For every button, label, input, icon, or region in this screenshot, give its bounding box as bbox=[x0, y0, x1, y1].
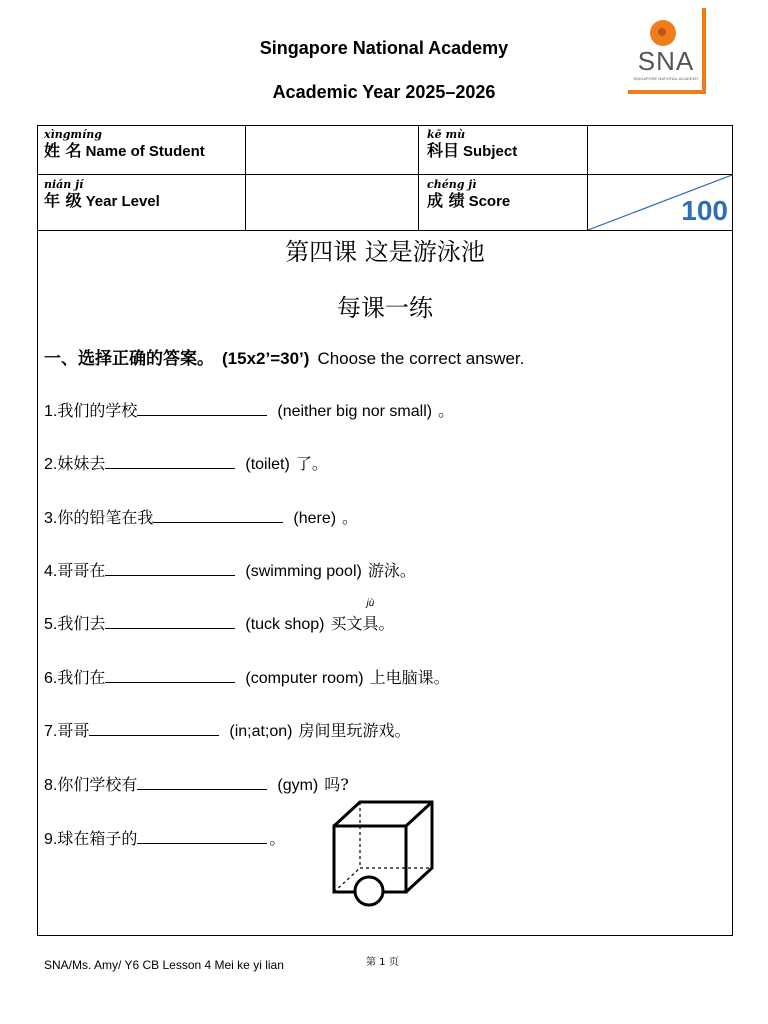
question-text-end: 。 bbox=[342, 508, 359, 527]
question-text: 我们的学校 bbox=[57, 401, 138, 420]
answer-blank[interactable] bbox=[105, 616, 235, 629]
question-text: 我们去 bbox=[57, 614, 106, 633]
school-name: Singapore National Academy bbox=[259, 38, 509, 58]
question-3 bbox=[44, 505, 358, 528]
practice-title: 每课一练 bbox=[337, 294, 433, 322]
question-number: 1. bbox=[44, 403, 58, 420]
school-logo bbox=[628, 8, 706, 94]
ruby-character: 具 bbox=[362, 614, 379, 633]
year-level-label bbox=[44, 179, 160, 212]
name-label-zh: 姓 名 bbox=[44, 141, 82, 160]
subject-field[interactable] bbox=[588, 126, 732, 174]
answer-blank[interactable] bbox=[105, 456, 235, 469]
question-text-end: 上电脑课。 bbox=[369, 668, 450, 687]
question-number: 8. bbox=[44, 777, 58, 794]
name-field[interactable] bbox=[246, 126, 418, 174]
ball-icon bbox=[355, 877, 383, 905]
question-9 bbox=[44, 826, 285, 849]
footer-reference: SNA/Ms. Amy/ Y6 CB Lesson 4 Mei ke yi lian bbox=[44, 958, 284, 972]
question-4 bbox=[44, 558, 416, 581]
name-label-en: Name of Student bbox=[85, 143, 205, 160]
subject-label-en: Subject bbox=[463, 143, 518, 160]
question-number: 3. bbox=[44, 510, 58, 527]
logo-text: SNA bbox=[637, 46, 695, 76]
answer-blank[interactable] bbox=[137, 403, 267, 416]
question-number: 6. bbox=[44, 670, 58, 687]
name-pinyin: xìngmíng bbox=[44, 128, 102, 141]
logo-subtext: SINGAPORE NATIONAL ACADEMY bbox=[633, 76, 699, 81]
question-text-end: 。 bbox=[438, 401, 455, 420]
question-text: 哥哥 bbox=[57, 721, 90, 740]
question-text: 妹妹去 bbox=[57, 454, 106, 473]
subject-pinyin: kē mù bbox=[427, 128, 466, 141]
year-level-label-en: Year Level bbox=[85, 193, 160, 210]
answer-blank[interactable] bbox=[105, 670, 235, 683]
question-number: 5. bbox=[44, 616, 58, 633]
question-punctuation: 。 bbox=[378, 614, 395, 633]
subject-label bbox=[427, 129, 517, 162]
question-text: 你们学校有 bbox=[57, 775, 138, 794]
score-label-zh: 成 绩 bbox=[427, 191, 465, 210]
question-hint: (neither big nor small) bbox=[277, 403, 433, 420]
section-heading bbox=[44, 344, 524, 369]
question-hint: (computer room) bbox=[245, 670, 364, 687]
question-text-end: 吗? bbox=[324, 775, 349, 794]
score-field[interactable] bbox=[588, 175, 732, 230]
academic-year: Academic Year 2025–2026 bbox=[272, 82, 496, 102]
question-hint: (gym) bbox=[277, 777, 319, 794]
ruby-pinyin: jù bbox=[366, 598, 375, 609]
year-level-label-zh: 年 级 bbox=[44, 191, 82, 210]
question-text-end: 房间里玩游戏。 bbox=[298, 721, 411, 740]
logo-emblem-icon bbox=[650, 20, 676, 46]
question-number: 4. bbox=[44, 563, 58, 580]
answer-blank[interactable] bbox=[137, 777, 267, 790]
question-number: 7. bbox=[44, 723, 58, 740]
question-text-end: 买文 bbox=[330, 614, 363, 633]
section-points: (15x2’=30’) bbox=[222, 349, 310, 368]
question-8 bbox=[44, 772, 349, 795]
question-text-end: 游泳。 bbox=[367, 561, 416, 580]
year-level-field[interactable] bbox=[246, 175, 418, 230]
page-number: 第 1 页 bbox=[366, 957, 399, 968]
question-hint: (in;at;on) bbox=[229, 723, 293, 740]
section-heading-en: Choose the correct answer. bbox=[317, 349, 525, 368]
answer-blank[interactable] bbox=[105, 563, 235, 576]
question-text: 球在箱子的 bbox=[57, 829, 138, 848]
question-number: 9. bbox=[44, 831, 58, 848]
score-label bbox=[427, 179, 510, 212]
question-text: 哥哥在 bbox=[57, 561, 106, 580]
box-with-ball-illustration bbox=[330, 798, 442, 914]
question-7 bbox=[44, 718, 411, 741]
year-level-pinyin: nián jí bbox=[44, 178, 84, 191]
question-hint: (toilet) bbox=[245, 456, 290, 473]
table-bottom-border bbox=[38, 230, 732, 231]
answer-blank[interactable] bbox=[89, 723, 219, 736]
question-text-end: 。 bbox=[269, 829, 286, 848]
question-hint: (tuck shop) bbox=[245, 616, 325, 633]
question-hint: (swimming pool) bbox=[245, 563, 362, 580]
table-col-divider bbox=[418, 126, 419, 230]
question-number: 2. bbox=[44, 456, 58, 473]
question-text: 你的铅笔在我 bbox=[57, 508, 154, 527]
question-text: 我们在 bbox=[57, 668, 106, 687]
answer-blank[interactable] bbox=[153, 510, 283, 523]
question-2 bbox=[44, 451, 328, 474]
section-heading-zh: 一、选择正确的答案。 bbox=[44, 349, 214, 369]
lesson-title: 第四课 这是游泳池 bbox=[285, 238, 485, 266]
answer-blank[interactable] bbox=[137, 831, 267, 844]
question-5 bbox=[44, 598, 395, 634]
worksheet bbox=[37, 125, 733, 936]
score-label-en: Score bbox=[468, 193, 511, 210]
name-label bbox=[44, 129, 205, 162]
question-hint: (here) bbox=[293, 510, 337, 527]
score-pinyin: chéng jì bbox=[427, 178, 477, 191]
question-1 bbox=[44, 398, 454, 421]
question-text-end: 了。 bbox=[295, 454, 328, 473]
score-total: 100 bbox=[681, 195, 728, 226]
question-6 bbox=[44, 665, 450, 688]
subject-label-zh: 科目 bbox=[427, 141, 460, 160]
